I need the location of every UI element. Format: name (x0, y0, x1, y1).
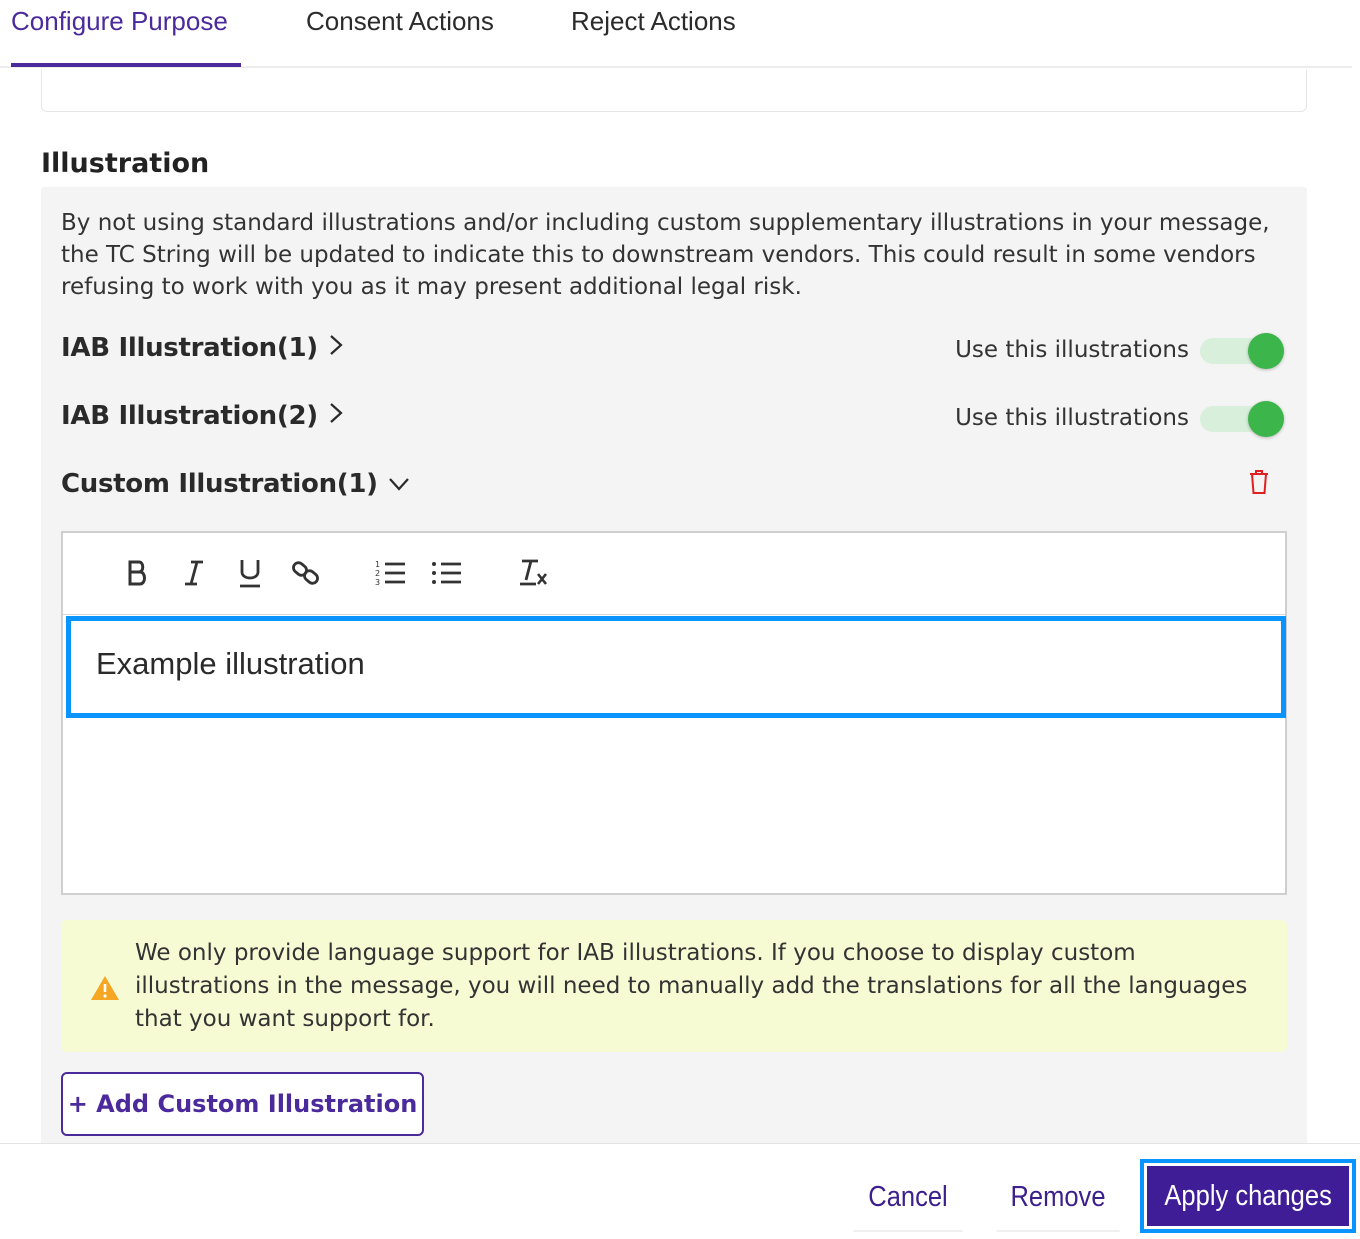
remove-button[interactable]: Remove (996, 1164, 1119, 1232)
apply-changes-label: Apply changes (1164, 1179, 1332, 1212)
use-illustration-label-1: Use this illustrations (955, 337, 1189, 363)
toggle-knob (1248, 333, 1284, 369)
chevron-right-icon (328, 401, 344, 431)
svg-text:2: 2 (375, 569, 381, 578)
warning-text: We only provide language support for IAB illustrations. If you choose to display custom illustrations in the message, you will need to manually add the translations for all the languages that you want support for. (135, 940, 1248, 1032)
svg-text:1: 1 (375, 560, 381, 569)
apply-button-focus-ring (1140, 1159, 1356, 1233)
tab-configure-purpose[interactable]: Configure Purpose (11, 6, 228, 36)
use-illustration-toggle-2[interactable] (1200, 406, 1284, 432)
disclaimer-text: By not using standard illustrations and/or including custom supplementary illustrations in your message, the TC String will be updated to indicate this to downstream vendors. This could result in some vendors refusing to work with you as it may present additional legal risk. (61, 210, 1270, 300)
cancel-button[interactable]: Cancel (853, 1164, 962, 1232)
bullet-list-icon[interactable] (430, 555, 464, 591)
custom-illustration-row (61, 469, 1286, 509)
chevron-right-icon (328, 333, 344, 363)
use-illustration-toggle-1[interactable] (1200, 338, 1284, 364)
language-support-warning (61, 920, 1287, 1052)
editor-content: Example illustration (96, 646, 365, 681)
chevron-down-icon (388, 469, 410, 499)
warning-icon (90, 974, 120, 1002)
illustration-panel (41, 187, 1307, 1147)
iab-illustration-1-header[interactable] (61, 333, 344, 363)
footer-action-bar (0, 1143, 1360, 1239)
bold-icon[interactable] (121, 555, 155, 591)
clear-format-icon[interactable] (517, 555, 551, 591)
custom-illustration-header[interactable] (61, 469, 410, 499)
ordered-list-icon[interactable] (374, 555, 408, 591)
tab-reject-actions[interactable]: Reject Actions (571, 6, 736, 36)
iab-illustration-row-2 (61, 401, 1286, 441)
iab-illustration-1-title: IAB Illustration(1) (61, 333, 318, 363)
tab-consent-actions[interactable]: Consent Actions (306, 6, 494, 36)
underline-icon[interactable] (233, 555, 267, 591)
illustration-text-field[interactable] (66, 616, 1286, 718)
rich-text-editor (61, 531, 1287, 895)
previous-section-card (41, 70, 1307, 112)
italic-icon[interactable] (177, 555, 211, 591)
svg-text:3: 3 (375, 578, 381, 587)
editor-toolbar (63, 533, 1285, 615)
iab-illustration-row-1 (61, 333, 1286, 373)
link-icon[interactable] (289, 555, 323, 591)
custom-illustration-title: Custom Illustration(1) (61, 469, 378, 499)
apply-changes-button[interactable] (1147, 1166, 1349, 1226)
tab-bar (0, 0, 1352, 68)
toggle-knob (1248, 401, 1284, 437)
active-tab-indicator (11, 63, 241, 67)
section-title: Illustration (41, 148, 210, 179)
add-custom-illustration-button[interactable]: + Add Custom Illustration (61, 1072, 424, 1136)
iab-illustration-2-title: IAB Illustration(2) (61, 401, 318, 431)
delete-custom-illustration-icon[interactable] (1248, 469, 1276, 501)
use-illustration-label-2: Use this illustrations (955, 405, 1189, 431)
iab-illustration-2-header[interactable] (61, 401, 344, 431)
